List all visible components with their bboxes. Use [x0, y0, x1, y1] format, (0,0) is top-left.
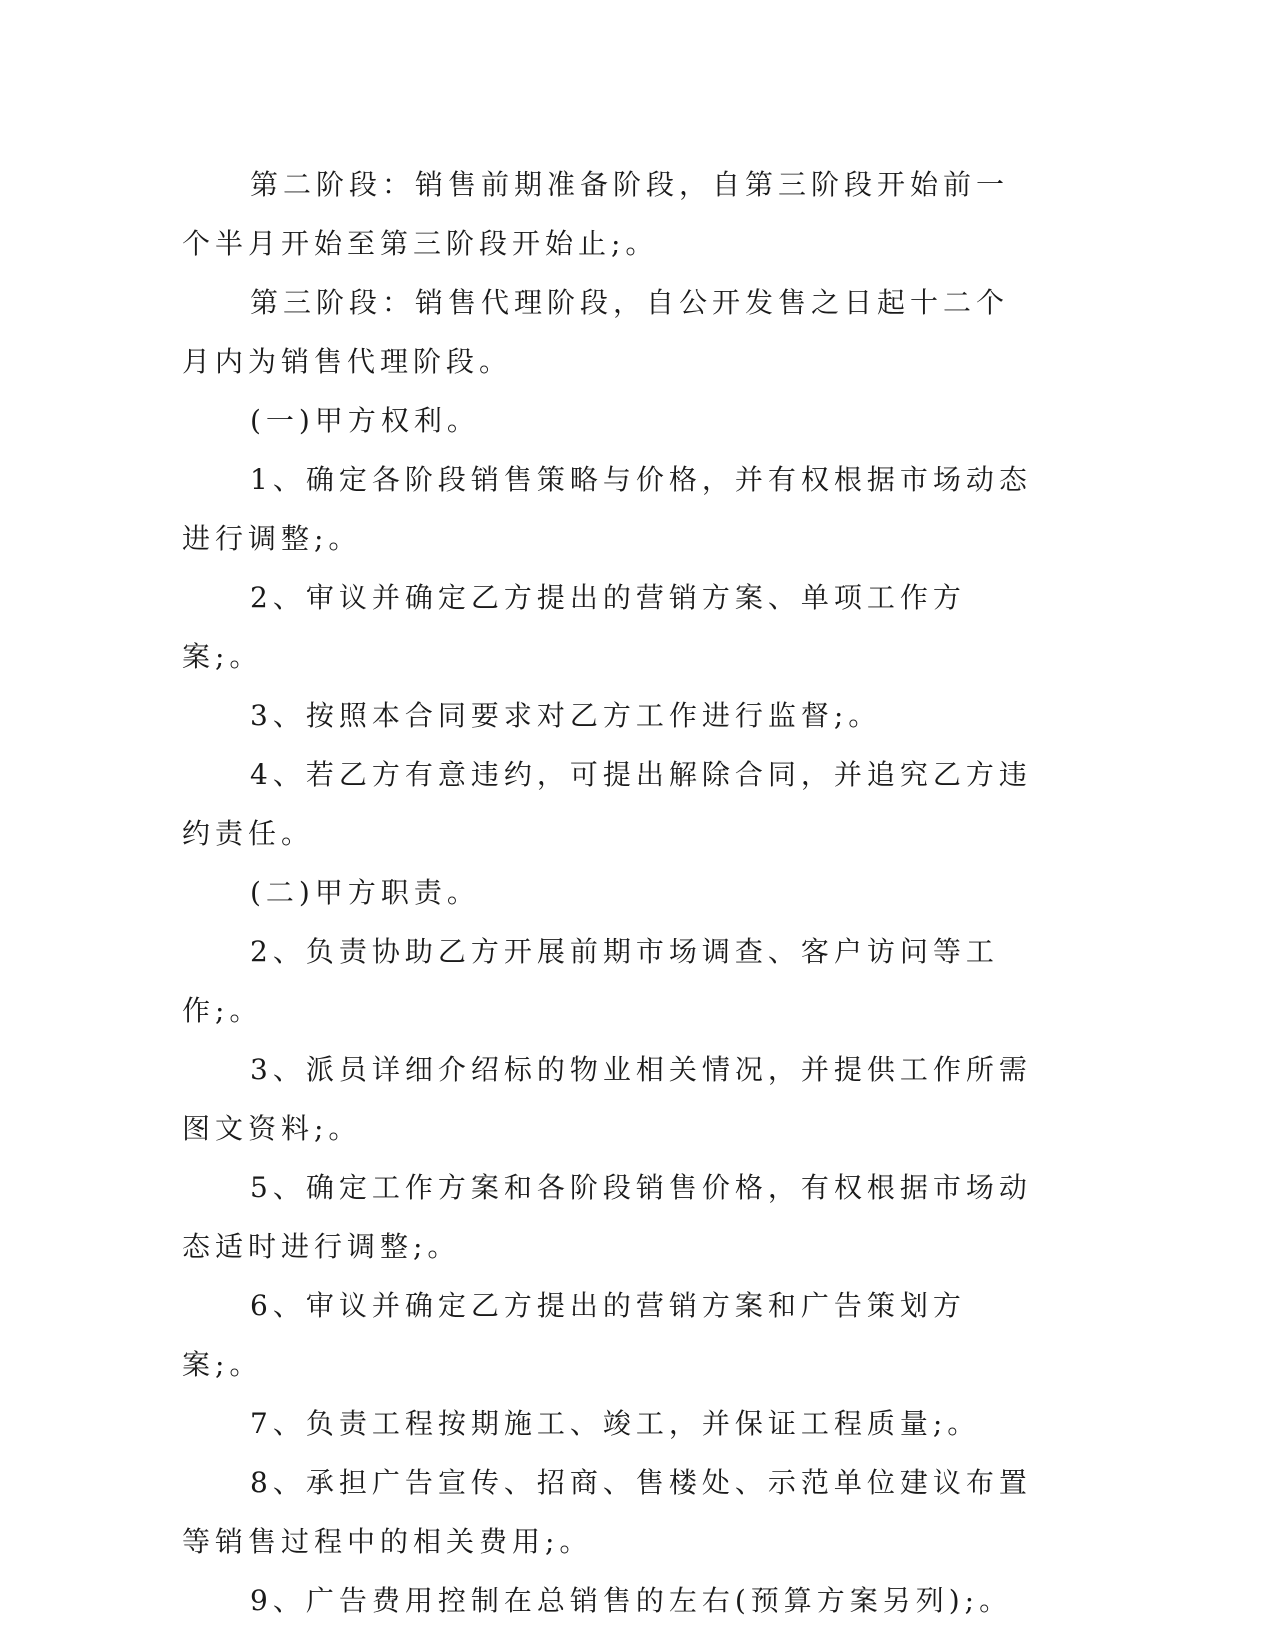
paragraph-duties-item-5: 5、确定工作方案和各阶段销售价格，有权根据市场动态适时进行调整;。 [182, 1171, 1032, 1263]
paragraph-duties-item-9: 9、广告费用控制在总销售的左右(预算方案另列);。 [250, 1584, 1013, 1617]
paragraph-stage-two: 第二阶段：销售前期准备阶段，自第三阶段开始前一个半月开始至第三阶段开始止;。 [182, 168, 1010, 260]
document-body [182, 155, 1032, 1630]
paragraph-duties-item-7: 7、负责工程按期施工、竣工，并保证工程质量;。 [250, 1407, 981, 1440]
paragraph-rights-item-2: 2、审议并确定乙方提出的营销方案、单项工作方案;。 [182, 581, 966, 673]
paragraph-rights-item-3: 3、按照本合同要求对乙方工作进行监督;。 [250, 699, 882, 732]
paragraph-duties-item-2: 2、负责协助乙方开展前期市场调查、客户访问等工作;。 [182, 935, 999, 1027]
paragraph-duties-item-3: 3、派员详细介绍标的物业相关情况，并提供工作所需图文资料;。 [182, 1053, 1032, 1145]
paragraph-duties-item-6: 6、审议并确定乙方提出的营销方案和广告策划方案;。 [182, 1289, 966, 1381]
paragraph-duties-item-8: 8、承担广告宣传、招商、售楼处、示范单位建议布置等销售过程中的相关费用;。 [182, 1466, 1032, 1558]
paragraph-rights-item-4: 4、若乙方有意违约，可提出解除合同，并追究乙方违约责任。 [182, 758, 1032, 850]
heading-party-a-duties: (二)甲方职责。 [250, 876, 480, 909]
paragraph-stage-three: 第三阶段：销售代理阶段，自公开发售之日起十二个月内为销售代理阶段。 [182, 286, 1010, 378]
heading-party-a-rights: (一)甲方权利。 [250, 404, 480, 437]
paragraph-rights-item-1: 1、确定各阶段销售策略与价格，并有权根据市场动态进行调整;。 [182, 463, 1032, 555]
